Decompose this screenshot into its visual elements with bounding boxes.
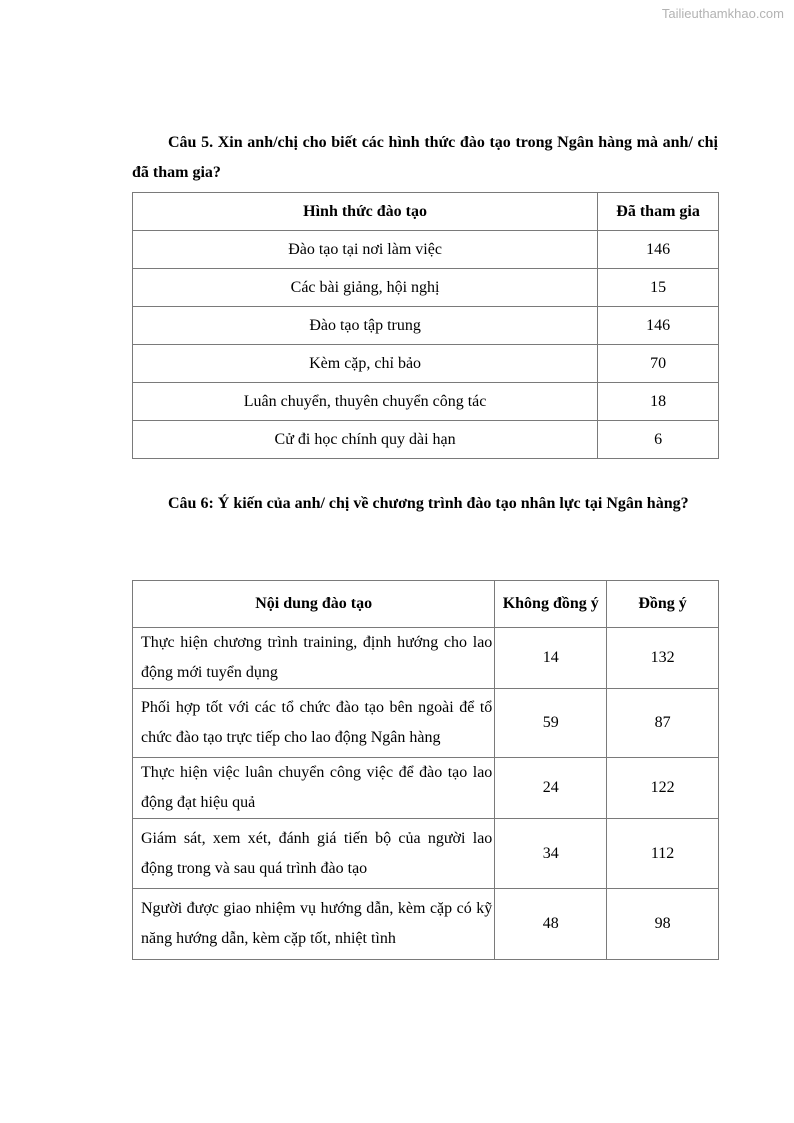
cell-disagree: 14 <box>495 628 607 689</box>
cell-count: 70 <box>598 345 719 383</box>
cell-form: Các bài giảng, hội nghị <box>133 269 598 307</box>
table-row <box>133 345 719 383</box>
question-6-text: Câu 6: Ý kiến của anh/ chị về chương trình đào tạo nhân lực tại Ngân hàng? <box>168 495 689 512</box>
cell-count: 146 <box>598 231 719 269</box>
cell-form: Cử đi học chính quy dài hạn <box>133 421 598 459</box>
header-agree: Đồng ý <box>607 581 719 628</box>
cell-agree: 98 <box>607 889 719 960</box>
table-row <box>133 889 719 960</box>
question-6 <box>132 489 718 519</box>
cell-disagree: 24 <box>495 758 607 819</box>
cell-agree: 122 <box>607 758 719 819</box>
header-participated: Đã tham gia <box>598 193 719 231</box>
cell-content: Phối hợp tốt với các tổ chức đào tạo bên ngoài để tổ chức đào tạo trực tiếp cho lao động Ngân hàng <box>133 689 495 758</box>
question-5 <box>132 128 718 188</box>
cell-agree: 132 <box>607 628 719 689</box>
cell-disagree: 48 <box>495 889 607 960</box>
cell-count: 15 <box>598 269 719 307</box>
header-content: Nội dung đào tạo <box>133 581 495 628</box>
table-row <box>133 269 719 307</box>
table-row <box>133 307 719 345</box>
cell-content: Thực hiện việc luân chuyển công việc để đào tạo lao động đạt hiệu quả <box>133 758 495 819</box>
header-disagree: Không đồng ý <box>495 581 607 628</box>
cell-count: 146 <box>598 307 719 345</box>
table-row <box>133 758 719 819</box>
table-row <box>133 231 719 269</box>
cell-form: Đào tạo tại nơi làm việc <box>133 231 598 269</box>
cell-form: Kèm cặp, chỉ bảo <box>133 345 598 383</box>
table-row <box>133 689 719 758</box>
cell-content: Thực hiện chương trình training, định hướng cho lao động mới tuyển dụng <box>133 628 495 689</box>
cell-form: Luân chuyển, thuyên chuyển công tác <box>133 383 598 421</box>
cell-agree: 112 <box>607 819 719 889</box>
cell-content: Người được giao nhiệm vụ hướng dẫn, kèm cặp có kỹ năng hướng dẫn, kèm cặp tốt, nhiệt tình <box>133 889 495 960</box>
cell-content: Giám sát, xem xét, đánh giá tiến bộ của người lao động trong và sau quá trình đào tạo <box>133 819 495 889</box>
cell-count: 6 <box>598 421 719 459</box>
table-row <box>133 819 719 889</box>
question-5-text: Câu 5. Xin anh/chị cho biết các hình thức đào tạo trong Ngân hàng mà anh/ chị đã tham gia? <box>132 134 718 181</box>
cell-form: Đào tạo tập trung <box>133 307 598 345</box>
cell-disagree: 59 <box>495 689 607 758</box>
training-forms-table <box>132 192 719 459</box>
table-row <box>133 628 719 689</box>
cell-count: 18 <box>598 383 719 421</box>
header-training-form: Hình thức đào tạo <box>133 193 598 231</box>
table-row <box>133 421 719 459</box>
table-row <box>133 383 719 421</box>
cell-disagree: 34 <box>495 819 607 889</box>
table-header-row <box>133 581 719 628</box>
training-opinion-table <box>132 580 719 960</box>
table-header-row <box>133 193 719 231</box>
watermark: Tailieuthamkhao.com <box>661 6 784 21</box>
cell-agree: 87 <box>607 689 719 758</box>
